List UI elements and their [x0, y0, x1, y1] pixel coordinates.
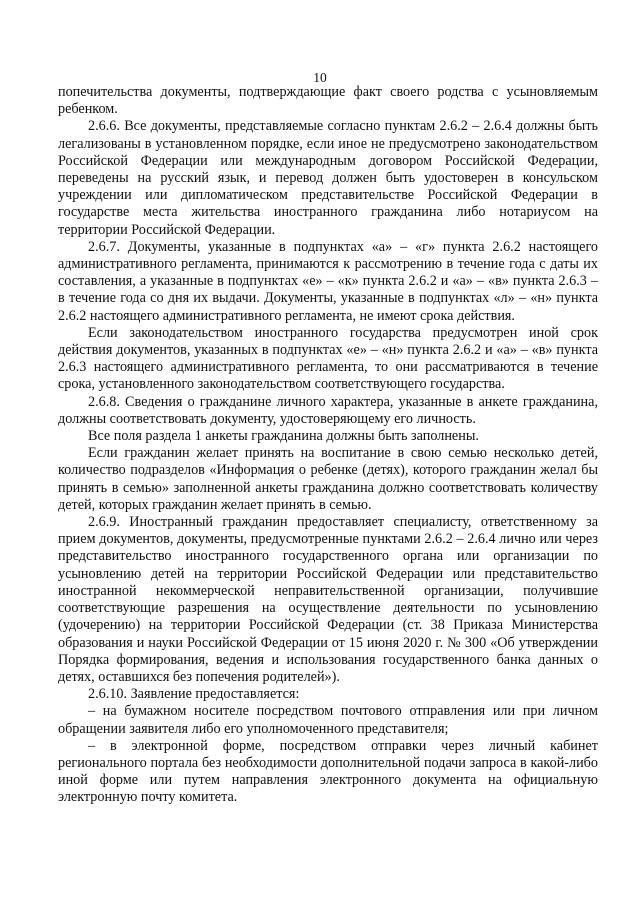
- paragraph-2-6-10: 2.6.10. Заявление предоставляется:: [88, 686, 300, 703]
- paragraph-continuation: попечительства документы, подтверждающие факт своего родства с усыновляемым ребенком.: [58, 84, 598, 118]
- list-item-electronic: – в электронной форме, посредством отправки через личный кабинет регионального портала без необходимости дополнительной подачи запроса в какой-либо иной форме или путем направления электронного документа на официальную электронную почту комитета.: [58, 737, 598, 806]
- paragraph-2-6-7: 2.6.7. Документы, указанные в подпунктах «а» – «г» пункта 2.6.2 настоящего административного регламента, принимаются к рассмотрению в течение года с даты их составления, а указанные в подпунктах «е» – «к» пункта 2.6.2 и «а» – «в» пункта 2.6.3 – в течение года со дня их выдачи. Документы, указанные в подпунктах «л» – «н» пункта 2.6.2 настоящего административного регламента, не имеют срока действия.: [58, 238, 598, 324]
- paragraph-2-6-8: 2.6.8. Сведения о гражданине личного характера, указанные в анкете гражданина, должны соответствовать документу, удостоверяющему его личность.: [58, 393, 598, 427]
- page-number: 10: [313, 70, 327, 85]
- paragraph-2-6-6: 2.6.6. Все документы, представляемые согласно пунктам 2.6.2 – 2.6.4 должны быть легализованы в установленном порядке, если иное не предусмотрено законодательством Российской Федерации или международным договором Российской Федерации, переведены на русский язык, и перевод должен быть удостоверен в консульском учреждении или дипломатическом представительстве Российской Федерации в государстве места жительства иностранного гражданина либо нотариусом на территории Российской Федерации.: [58, 118, 598, 238]
- list-item-paper: – на бумажном носителе посредством почтового отправления или при личном обращении заявителя либо его уполномоченного представителя;: [58, 703, 598, 737]
- paragraph-foreign-law-term: Если законодательством иностранного государства предусмотрен иной срок действия документов, указанных в подпунктах «е» – «н» пункта 2.6.2 и «а» – «в» пункта 2.6.3 настоящего административного регламента, то они рассматриваются в течение срока, установленного законодательством соответствующего государства.: [58, 324, 598, 393]
- paragraph-several-children: Если гражданин желает принять на воспитание в свою семью несколько детей, количество подразделов «Информация о ребенке (детях), которого гражданин желал бы принять в семью» заполненной анкеты гражданина должно соответствовать количеству детей, которых гражданин желает принять в семью.: [58, 445, 598, 513]
- document-body: [58, 84, 598, 807]
- paragraph-section-1-fields: Все поля раздела 1 анкеты гражданина должны быть заполнены.: [88, 428, 479, 445]
- paragraph-2-6-9: 2.6.9. Иностранный гражданин предоставляет специалисту, ответственному за прием документов, документы, предусмотренные пунктами 2.6.2 – 2.6.4 лично или через представительство иностранного государственного органа или организации по усыновлению детей на территории Российской Федерации или представительство иностранной некоммерческой неправительственной организации, получившие соответствующие разрешения на осуществление деятельности по усыновлению (удочерению) на территории Российской Федерации (ст. 38 Приказа Министерства образования и науки Российской Федерации от 15 июня 2020 г. № 300 «Об утверждении Порядка формирования, ведения и использования государственного банка данных о детях, оставшихся без попечения родителей»).: [58, 514, 598, 685]
